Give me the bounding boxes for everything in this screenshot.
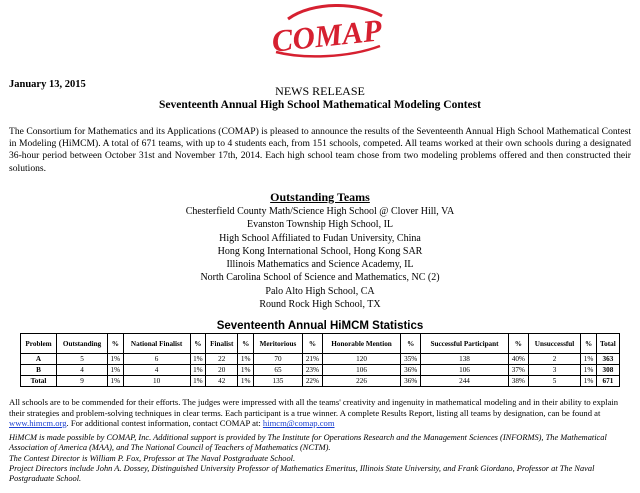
table-cell: 21%: [302, 354, 322, 365]
comap-logo: [268, 4, 386, 60]
table-cell: 22%: [302, 376, 322, 387]
total-cell: 363: [596, 354, 619, 365]
column-header: %: [238, 334, 254, 354]
table-cell: 36%: [401, 365, 421, 376]
table-cell: 1%: [581, 354, 597, 365]
table-cell: 1%: [108, 376, 124, 387]
table-cell: 1%: [238, 354, 254, 365]
table-cell: 1%: [581, 376, 597, 387]
table-cell: 226: [322, 376, 400, 387]
logo-wordmark: COMAP: [270, 12, 384, 59]
table-cell: 138: [421, 354, 509, 365]
outstanding-team: North Carolina School of Science and Mathematics, NC (2): [200, 272, 440, 284]
intro-paragraph: The Consortium for Mathematics and its Applications (COMAP) is pleased to announce the results of the Seventeenth Annual High School Mathematical Contest in Modeling (HiMCM). A total of 671 teams, with up to 4 students each, from 151 schools, competed. All teams worked at their own schools during a designated 36-hour period between October 31st and November 17th, 2014. Each high school team chose from two modeling problems offered and then constructed their solutions.: [9, 126, 631, 174]
table-cell: 4: [57, 365, 108, 376]
table-cell: 1%: [190, 376, 206, 387]
table-cell: 9: [57, 376, 108, 387]
table-cell: 244: [421, 376, 509, 387]
credits-block: [9, 433, 631, 484]
column-header: Successful Participant: [421, 334, 509, 354]
problem-cell: Total: [21, 376, 57, 387]
column-header: Meritorious: [253, 334, 302, 354]
column-header: National Finalist: [123, 334, 190, 354]
problem-cell: A: [21, 354, 57, 365]
outstanding-teams-heading: Outstanding Teams: [270, 190, 370, 204]
outstanding-team: Palo Alto High School, CA: [265, 285, 375, 297]
credits-director: The Contest Director is William P. Fox, Professor at The Naval Postgraduate School.: [9, 453, 296, 463]
himcm-website-link[interactable]: www.himcm.org: [9, 418, 67, 429]
outstanding-teams-list: [0, 205, 640, 311]
table-cell: 106: [322, 365, 400, 376]
statistics-heading: Seventeenth Annual HiMCM Statistics: [216, 320, 424, 332]
table-header-row: [21, 334, 620, 354]
table-cell: 1%: [108, 365, 124, 376]
release-date: January 13, 2015: [9, 79, 86, 90]
table-cell: 135: [253, 376, 302, 387]
table-cell: 42: [206, 376, 238, 387]
table-cell: 65: [253, 365, 302, 376]
outstanding-team: Illinois Mathematics and Science Academy, IL: [226, 259, 414, 271]
column-header: %: [108, 334, 124, 354]
column-header: Honorable Mention: [322, 334, 400, 354]
table-cell: 23%: [302, 365, 322, 376]
table-cell: 36%: [401, 376, 421, 387]
table-row: [21, 376, 620, 387]
total-cell: 308: [596, 365, 619, 376]
table-cell: 70: [253, 354, 302, 365]
table-cell: 1%: [238, 376, 254, 387]
outstanding-team: Evanston Township High School, IL: [246, 219, 394, 231]
outstanding-team: High School Affiliated to Fudan University, China: [219, 232, 421, 244]
credits-support: HiMCM is made possible by COMAP, Inc. Additional support is provided by The Institute for Operations Research and the Management Sciences (INFORMS), The Mathematical Association of America (MAA), and The National Council of Teachers of Mathematics (NCTM).: [9, 433, 607, 453]
table-cell: 106: [421, 365, 509, 376]
closing-paragraph: [9, 397, 631, 429]
table-cell: 1%: [108, 354, 124, 365]
total-cell: 671: [596, 376, 619, 387]
column-header: Unsuccessful: [528, 334, 580, 354]
column-header: Outstanding: [57, 334, 108, 354]
table-cell: 120: [322, 354, 400, 365]
table-cell: 37%: [508, 365, 528, 376]
table-cell: 1%: [581, 365, 597, 376]
table-cell: 6: [123, 354, 190, 365]
table-cell: 5: [528, 376, 580, 387]
column-header: Finalist: [206, 334, 238, 354]
credits-project-directors: Project Directors include John A. Dossey, Distinguished University Professor of Mathematics Emeritus, Illinois State University, and Frank Giordano, Professor at The Naval Postgraduate School.: [9, 463, 595, 484]
closing-text: All schools are to be commended for their efforts. The judges were impressed with all the teams' creativity and ingenuity in mathematical modeling and in their ability to explain their strategies and problem-solving techniques in clear terms. Each participant is a true winner. A complete Results Report, listing all teams by designation, can be found at: [9, 397, 619, 418]
outstanding-team: Chesterfield County Math/Science High School @ Clover Hill, VA: [185, 206, 455, 217]
problem-cell: B: [21, 365, 57, 376]
column-header: %: [508, 334, 528, 354]
column-header: Total: [596, 334, 619, 354]
release-title: Seventeenth Annual High School Mathematical Modeling Contest: [158, 99, 481, 111]
closing-text: . For additional contest information, contact COMAP at:: [66, 418, 263, 429]
column-header: %: [581, 334, 597, 354]
table-cell: 4: [123, 365, 190, 376]
table-row: [21, 365, 620, 376]
table-cell: 35%: [401, 354, 421, 365]
news-release-label: NEWS RELEASE: [275, 84, 365, 98]
table-cell: 1%: [238, 365, 254, 376]
column-header: %: [302, 334, 322, 354]
outstanding-team: Round Rock High School, TX: [259, 299, 381, 311]
table-cell: 3: [528, 365, 580, 376]
statistics-table: [20, 333, 620, 387]
table-cell: 1%: [190, 354, 206, 365]
table-cell: 10: [123, 376, 190, 387]
table-cell: 38%: [508, 376, 528, 387]
table-cell: 40%: [508, 354, 528, 365]
column-header: %: [401, 334, 421, 354]
table-row: [21, 354, 620, 365]
table-cell: 5: [57, 354, 108, 365]
table-cell: 2: [528, 354, 580, 365]
outstanding-team: Hong Kong International School, Hong Kong SAR: [217, 245, 423, 257]
column-header: %: [190, 334, 206, 354]
column-header: Problem: [21, 334, 57, 354]
table-cell: 20: [206, 365, 238, 376]
contact-email-link[interactable]: himcm@comap.com: [262, 418, 335, 429]
table-cell: 22: [206, 354, 238, 365]
table-cell: 1%: [190, 365, 206, 376]
